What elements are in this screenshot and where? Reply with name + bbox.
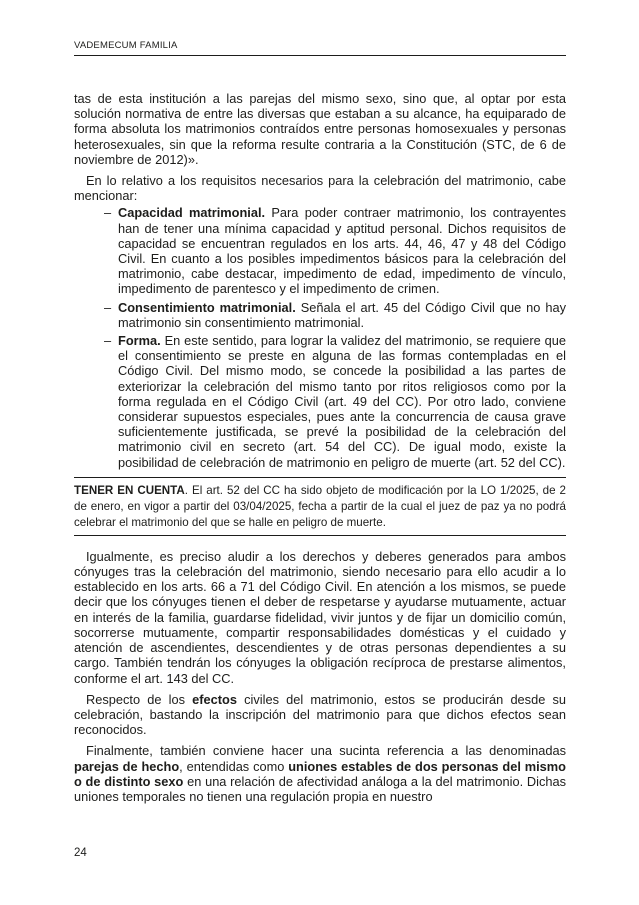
list-item-term: Capacidad matrimonial.	[118, 205, 266, 221]
paragraph-effects	[74, 692, 566, 738]
paragraph-requirements-intro: En lo relativo a los requisitos necesarios para la celebración del matrimonio, cabe mencionar:	[74, 173, 566, 204]
running-header: VADEMECUM FAMILIA	[74, 40, 178, 51]
note-box	[74, 477, 566, 536]
text-run: en una relación de afectividad análoga a la del matrimonio. Dichas uniones temporales no tienen una regulación propia en nuestro	[74, 773, 566, 804]
list-item-term: Consentimiento matrimonial.	[118, 299, 296, 315]
text-run: Respecto de los	[86, 691, 193, 707]
emphasis-efectos: efectos	[192, 691, 237, 707]
emphasis-uniones: uniones estables de dos personas del mismo o de distinto sexo	[74, 758, 566, 789]
header-divider	[74, 55, 566, 56]
emphasis-parejas: parejas de hecho	[74, 758, 180, 774]
list-item-text: En este sentido, para lograr la validez del matrimonio, se requiere que el consentimiento se preste en alguna de las formas contempladas en el Código Civil. Del mismo modo, se concede la posibilidad a las partes de exteriorizar la celebración del mismo tanto por ritos religiosos como por la forma regulada en el Código Civil (art. 49 del CC). Por otro lado, conviene considerar supuestos especiales, pues ante la concurrencia de causa grave suficientemente justificada, se prevé la posibilidad de la celebración del matrimonio civil en secreto (art. 54 del CC). De igual modo, existe la posibilidad de celebración de matrimonio en peligro de muerte (art. 52 del CC).	[118, 333, 566, 470]
list-item-text: Señala el art. 45 del Código Civil que no hay matrimonio sin consentimiento matrimonial.	[118, 299, 566, 330]
text-run: Finalmente, también conviene hacer una sucinta referencia a las denominadas	[86, 743, 566, 759]
page-body	[74, 91, 566, 804]
list-dash: –	[104, 299, 112, 315]
list-item	[74, 300, 566, 330]
list-item	[74, 333, 566, 470]
text-run: , entendidas como	[179, 758, 289, 774]
note-text: . El art. 52 del CC ha sido objeto de modificación por la LO 1/2025, de 2 de enero, en vigor a partir del 03/04/2025, fecha a partir de la cual el juez de paz ya no podrá celebrar el matrimonio del que se halle en peligro de muerte.	[74, 483, 566, 529]
list-item-term: Forma.	[118, 333, 161, 349]
list-item-text: Para poder contraer matrimonio, los contrayentes han de tener una mínima capacidad y aptitud personal. Dichos requisitos de capacidad se encuentran regulados en los arts. 44, 46, 47 y 48 del Código Civil. En cuanto a los posibles impedimentos básicos para la celebración del matrimonio, cabe destacar, impedimento de edad, impedimento de vínculo, impedimento de parentesco y el impedimento de crimen.	[118, 205, 566, 297]
list-dash: –	[104, 205, 112, 221]
list-item	[74, 205, 566, 296]
paragraph-couples	[74, 743, 566, 804]
list-dash: –	[104, 333, 112, 349]
page-number: 24	[74, 847, 87, 859]
paragraph-continuation: tas de esta institución a las parejas del mismo sexo, sino que, al optar por esta solución normativa de entre las diversas que estaban a su alcance, ha equiparado de forma absoluta los matrimonios contraídos entre personas homosexuales y personas heterosexuales, sin que la reforma resulte contraria a la Constitución (STC, de 6 de noviembre de 2012)».	[74, 91, 566, 167]
paragraph-rights-duties: Igualmente, es preciso aludir a los derechos y deberes generados para ambos cónyuges tras la celebración del matrimonio, siendo necesario para ello acudir a lo establecido en los arts. 66 a 71 del Código Civil. En atención a los mismos, se puede decir que los cónyuges tienen el deber de respetarse y ayudarse mutuamente, actuar en interés de la familia, guardarse fidelidad, vivir juntos y de fijar un domicilio común, socorrerse mutuamente, compartir responsabilidades domésticas y el cuidado y atención de ascendientes, descendientes y de otras personas dependientes a su cargo. También tendrán los cónyuges la obligación recíproca de prestarse alimentos, conforme el art. 143 del CC.	[74, 548, 566, 686]
text-run: civiles del matrimonio, estos se producirán desde su celebración, bastando la inscripción del matrimonio para que dichos efectos sean reconocidos.	[74, 691, 566, 738]
note-label: TENER EN CUENTA	[74, 483, 185, 497]
requirements-list	[74, 205, 566, 469]
